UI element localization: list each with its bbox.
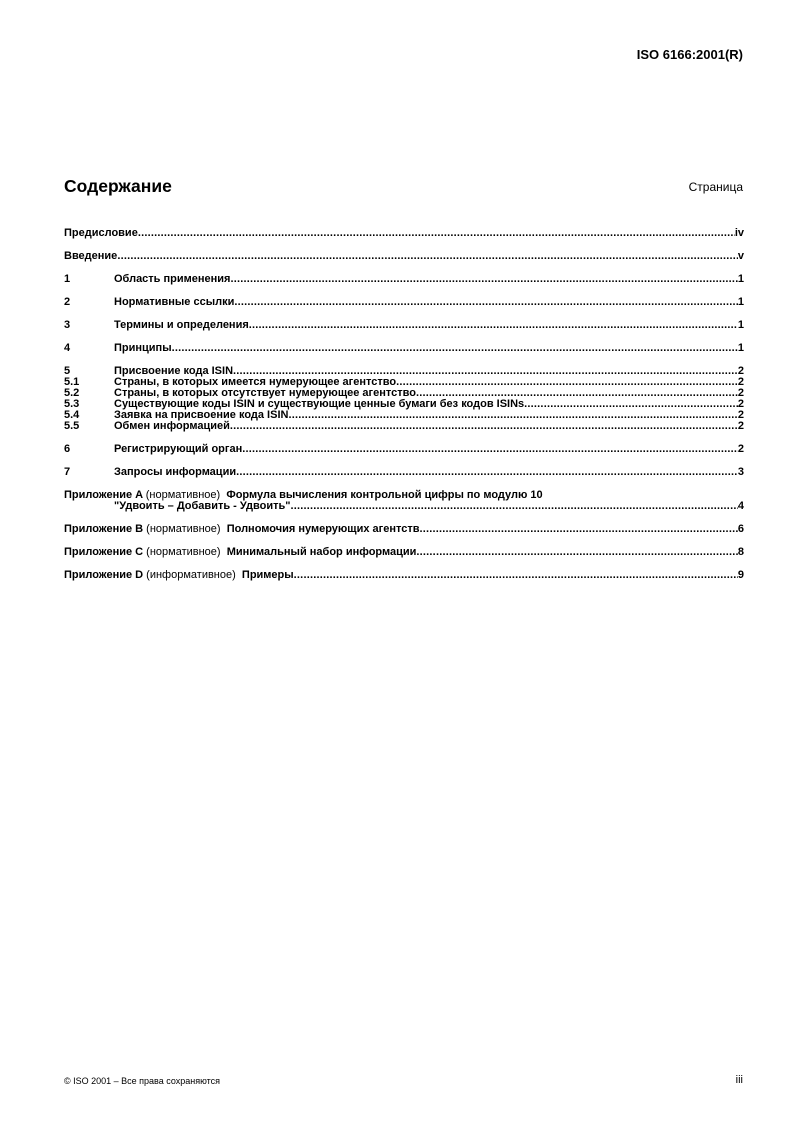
toc-heading: Содержание — [64, 176, 172, 196]
toc-entry-title: Область применения — [114, 273, 231, 285]
toc-entry-number: 5.4 — [64, 409, 80, 421]
toc-entry-title: Принципы — [114, 342, 172, 354]
dot-leader — [117, 251, 738, 262]
toc-entry-section-1[interactable] — [64, 274, 744, 285]
toc-entry-title: Обмен информацией — [114, 420, 230, 432]
dot-leader — [294, 570, 738, 581]
toc-entry-title: Предисловие — [64, 227, 138, 239]
toc-entry-title: Запросы информации — [114, 466, 237, 478]
dot-leader — [396, 377, 738, 388]
dot-leader — [288, 410, 737, 421]
toc-entry-page: 3 — [737, 466, 744, 478]
dot-leader — [416, 547, 737, 558]
annex-kind: (нормативное) — [146, 523, 221, 535]
dot-leader — [242, 444, 738, 455]
toc-entry-introduction[interactable] — [64, 251, 744, 262]
toc-entry-section-3[interactable] — [64, 320, 744, 331]
copyright-notice: © ISO 2001 – Все права сохраняются — [64, 1076, 221, 1086]
toc-entry-title: Термины и определения — [114, 319, 249, 331]
page-column-label: Страница — [688, 180, 743, 194]
toc-entry-page: 6 — [737, 523, 744, 535]
toc-entry-title: Присвоение кода ISIN — [114, 365, 234, 377]
toc-entry-annex-c[interactable] — [64, 547, 744, 558]
toc-entry-foreword[interactable] — [64, 228, 744, 239]
toc-entry-title: Страны, в которых имеется нумерующее агентство — [114, 376, 397, 388]
toc-entry-section-5-5[interactable] — [64, 421, 744, 432]
toc-entry-page: 9 — [737, 569, 744, 581]
toc-entry-page: v — [737, 250, 744, 262]
toc-entry-page: iv — [734, 227, 744, 239]
toc-entry-title: Нормативные ссылки — [114, 296, 235, 308]
toc-entry-title: Регистрирующий орган — [114, 443, 243, 455]
annex-label: Приложение D — [64, 569, 144, 581]
toc-entry-section-6[interactable] — [64, 444, 744, 455]
dot-leader — [230, 274, 737, 285]
annex-kind: (информативное) — [146, 569, 236, 581]
annex-title-continued: "Удвоить – Добавить - Удвоить" — [114, 500, 291, 512]
toc-entry-page: 2 — [737, 409, 744, 421]
toc-entry-title: Существующие коды ISIN и существующие ценные бумаги без кодов ISINs — [114, 398, 525, 410]
toc-entry-page: 2 — [737, 398, 744, 410]
annex-title: Примеры — [241, 569, 294, 581]
toc-entry-page: 1 — [737, 296, 744, 308]
toc-entry-annex-a-line2[interactable] — [64, 501, 744, 512]
annex-kind: (нормативное) — [146, 546, 221, 558]
toc-entry-page: 2 — [737, 420, 744, 432]
toc-entry-page: 1 — [737, 342, 744, 354]
toc-entry-page: 2 — [737, 443, 744, 455]
toc-entry-page: 1 — [737, 319, 744, 331]
toc-entry-page: 8 — [737, 546, 744, 558]
table-of-contents — [64, 228, 744, 581]
toc-entry-section-2[interactable] — [64, 297, 744, 308]
toc-entry-number: 5 — [64, 365, 71, 377]
annex-label: Приложение B — [64, 523, 144, 535]
toc-entry-page: 2 — [737, 365, 744, 377]
toc-entry-number: 5.1 — [64, 376, 80, 388]
toc-entry-number: 7 — [64, 466, 71, 478]
toc-entry-number: 6 — [64, 443, 71, 455]
toc-entry-section-7[interactable] — [64, 467, 744, 478]
toc-entry-number: 5.2 — [64, 387, 80, 399]
dot-leader — [230, 421, 738, 432]
toc-entry-page: 1 — [737, 273, 744, 285]
annex-label: Приложение A — [64, 489, 143, 501]
annex-title: Минимальный набор информации — [226, 546, 417, 558]
annex-label: Приложение C — [64, 546, 144, 558]
toc-entry-title: Страны, в которых отсутствует нумерующее агентство — [114, 387, 416, 399]
annex-kind: (нормативное) — [145, 489, 221, 501]
annex-title: Формула вычисления контрольной цифры по модулю 10 — [226, 489, 543, 501]
toc-entry-annex-b[interactable] — [64, 524, 744, 535]
toc-entry-title: Заявка на присвоение кода ISIN — [114, 409, 289, 421]
toc-entry-title — [64, 570, 294, 581]
toc-entry-title — [64, 524, 419, 535]
toc-entry-number: 5.3 — [64, 398, 80, 410]
toc-entry-page: 2 — [737, 387, 744, 399]
toc-entry-number: 1 — [64, 273, 71, 285]
dot-leader — [249, 320, 738, 331]
toc-entry-number: 2 — [64, 296, 71, 308]
toc-entry-number: 4 — [64, 342, 71, 354]
dot-leader — [138, 228, 735, 239]
dot-leader — [290, 501, 737, 512]
document-code: ISO 6166:2001(R) — [636, 47, 743, 62]
toc-entry-number: 5.5 — [64, 420, 80, 432]
toc-entry-number: 3 — [64, 319, 71, 331]
page-number: iii — [735, 1074, 743, 1086]
dot-leader — [236, 467, 738, 478]
dot-leader — [419, 524, 737, 535]
dot-leader — [234, 297, 738, 308]
toc-entry-page: 4 — [737, 500, 744, 512]
toc-entry-page: 2 — [737, 376, 744, 388]
annex-title: Полномочия нумерующих агентств — [226, 523, 420, 535]
toc-entry-title — [64, 547, 416, 558]
dot-leader — [172, 343, 738, 354]
dot-leader — [524, 399, 738, 410]
toc-entry-title: Введение — [64, 250, 118, 262]
toc-entry-annex-d[interactable] — [64, 570, 744, 581]
toc-entry-section-4[interactable] — [64, 343, 744, 354]
